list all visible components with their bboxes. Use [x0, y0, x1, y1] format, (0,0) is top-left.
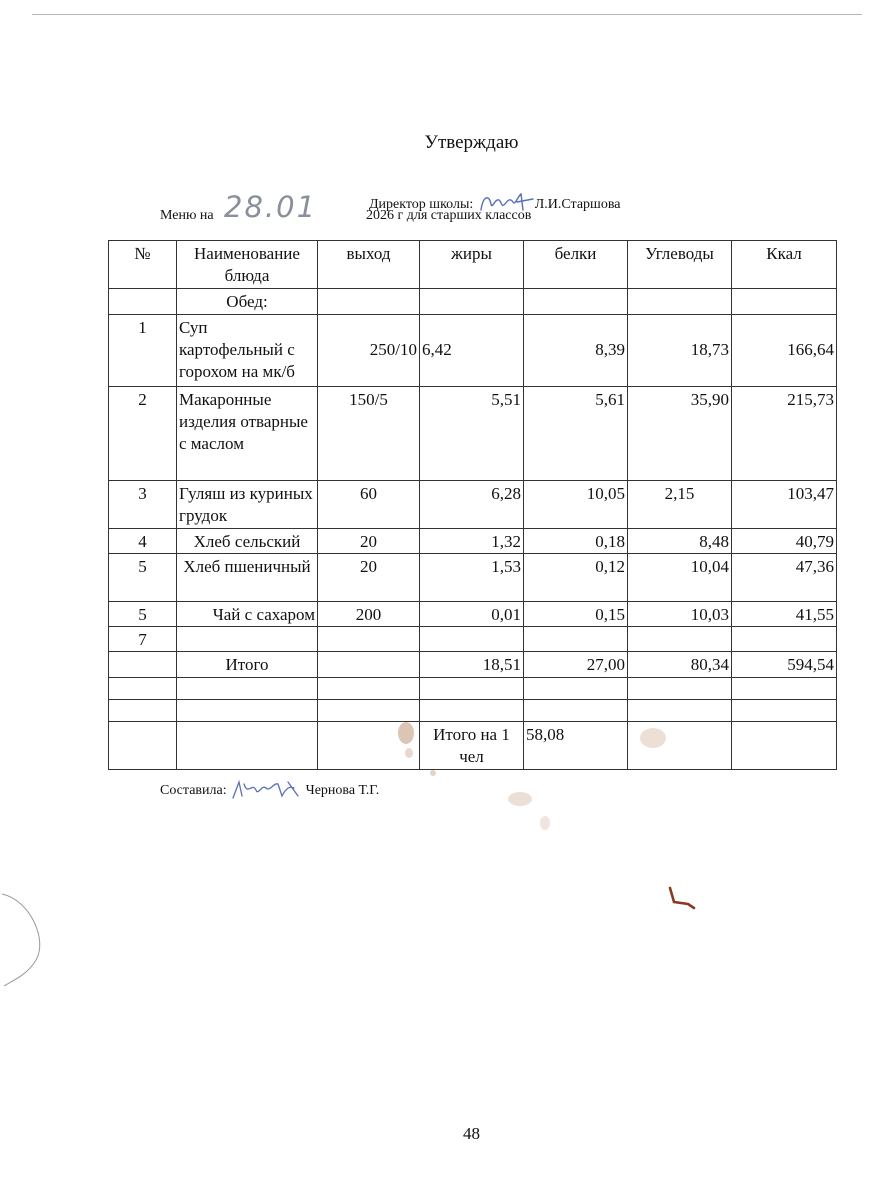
cell-fat: 6,28 [420, 481, 524, 529]
table-header-row [109, 241, 837, 289]
cell-kcal: 166,64 [732, 315, 837, 387]
cell-carbs: 18,73 [628, 315, 732, 387]
stain-mark [540, 816, 550, 830]
composer-signature-icon [230, 778, 302, 802]
cell-name [177, 627, 318, 652]
cell-fat: 5,51 [420, 387, 524, 481]
table-row [109, 554, 837, 602]
cell-fat: 1,53 [420, 554, 524, 602]
col-header-name: Наименование блюда [177, 241, 318, 289]
composed-name: Чернова Т.Г. [305, 783, 380, 798]
cell-protein: 10,05 [524, 481, 628, 529]
cell-fat [420, 627, 524, 652]
col-header-carbs: Углеводы [628, 241, 732, 289]
ink-scratch-mark [664, 882, 700, 912]
cell-name: Хлеб пшеничный [177, 554, 318, 602]
approve-heading: Утверждаю [424, 132, 519, 153]
menu-date-handwritten: 28.01 [224, 190, 318, 224]
composed-prefix: Составила: [160, 783, 227, 798]
cell-output: 200 [318, 602, 420, 627]
table-row [109, 627, 837, 652]
cell-fat: 6,42 [420, 315, 524, 387]
table-row [109, 602, 837, 627]
cell-number: 7 [109, 627, 177, 652]
cell-kcal: 47,36 [732, 554, 837, 602]
menu-on-label: Меню на [160, 208, 214, 223]
per-person-value: 58,08 [524, 722, 628, 770]
cell-carbs [628, 627, 732, 652]
empty-row [109, 700, 837, 722]
cell-kcal [732, 627, 837, 652]
total-row [109, 652, 837, 678]
col-header-output: выход [318, 241, 420, 289]
cell-protein [524, 627, 628, 652]
total-kcal: 594,54 [732, 652, 837, 678]
cell-fat: 1,32 [420, 529, 524, 554]
menu-table [108, 240, 837, 770]
empty-row [109, 678, 837, 700]
cell-number: 2 [109, 387, 177, 481]
cell-kcal: 41,55 [732, 602, 837, 627]
cell-output: 20 [318, 529, 420, 554]
col-header-fat: жиры [420, 241, 524, 289]
per-person-row [109, 722, 837, 770]
table-row [109, 315, 837, 387]
section-row [109, 289, 837, 315]
cell-number: 4 [109, 529, 177, 554]
cell-name: Макаронные изделия отварные с маслом [177, 387, 318, 481]
cell-kcal: 215,73 [732, 387, 837, 481]
section-label: Обед: [177, 289, 318, 315]
cell-number: 3 [109, 481, 177, 529]
stain-mark [430, 770, 436, 776]
cell-output [318, 627, 420, 652]
scan-top-edge-line [32, 14, 862, 15]
stain-mark [405, 748, 413, 758]
total-fat: 18,51 [420, 652, 524, 678]
cell-number: 5 [109, 602, 177, 627]
director-name: Л.И.Старшова [534, 197, 621, 212]
cell-output: 150/5 [318, 387, 420, 481]
left-edge-curve-mark [0, 890, 50, 990]
total-carbs: 80,34 [628, 652, 732, 678]
stain-mark [508, 792, 532, 806]
cell-name: Хлеб сельский [177, 529, 318, 554]
table-row [109, 481, 837, 529]
cell-carbs: 35,90 [628, 387, 732, 481]
cell-carbs: 2,15 [628, 481, 732, 529]
col-header-protein: белки [524, 241, 628, 289]
cell-name: Гуляш из куриных грудок [177, 481, 318, 529]
table-row [109, 529, 837, 554]
cell-carbs: 10,04 [628, 554, 732, 602]
cell-output: 20 [318, 554, 420, 602]
cell-protein: 0,12 [524, 554, 628, 602]
col-header-number: № [109, 241, 177, 289]
stain-mark [398, 722, 414, 744]
cell-number: 5 [109, 554, 177, 602]
cell-fat: 0,01 [420, 602, 524, 627]
cell-name: Чай с сахаром [177, 602, 318, 627]
composed-by-line [160, 778, 379, 802]
cell-kcal: 103,47 [732, 481, 837, 529]
cell-carbs: 8,48 [628, 529, 732, 554]
table-row [109, 387, 837, 481]
cell-protein: 5,61 [524, 387, 628, 481]
cell-kcal: 40,79 [732, 529, 837, 554]
cell-protein: 0,18 [524, 529, 628, 554]
col-header-kcal: Ккал [732, 241, 837, 289]
cell-number: 1 [109, 315, 177, 387]
cell-carbs: 10,03 [628, 602, 732, 627]
cell-name: Суп картофельный с горохом на мк/б [177, 315, 318, 387]
per-person-label: Итого на 1 чел [420, 722, 524, 770]
cell-protein: 8,39 [524, 315, 628, 387]
cell-output: 250/10 [318, 315, 420, 387]
stain-mark [640, 728, 666, 748]
cell-output: 60 [318, 481, 420, 529]
year-note: 2026 г для старших классов [366, 208, 532, 223]
page-number: 48 [463, 1124, 480, 1143]
total-label: Итого [177, 652, 318, 678]
director-prefix: Директор школы: [369, 197, 474, 212]
cell-protein: 0,15 [524, 602, 628, 627]
total-protein: 27,00 [524, 652, 628, 678]
